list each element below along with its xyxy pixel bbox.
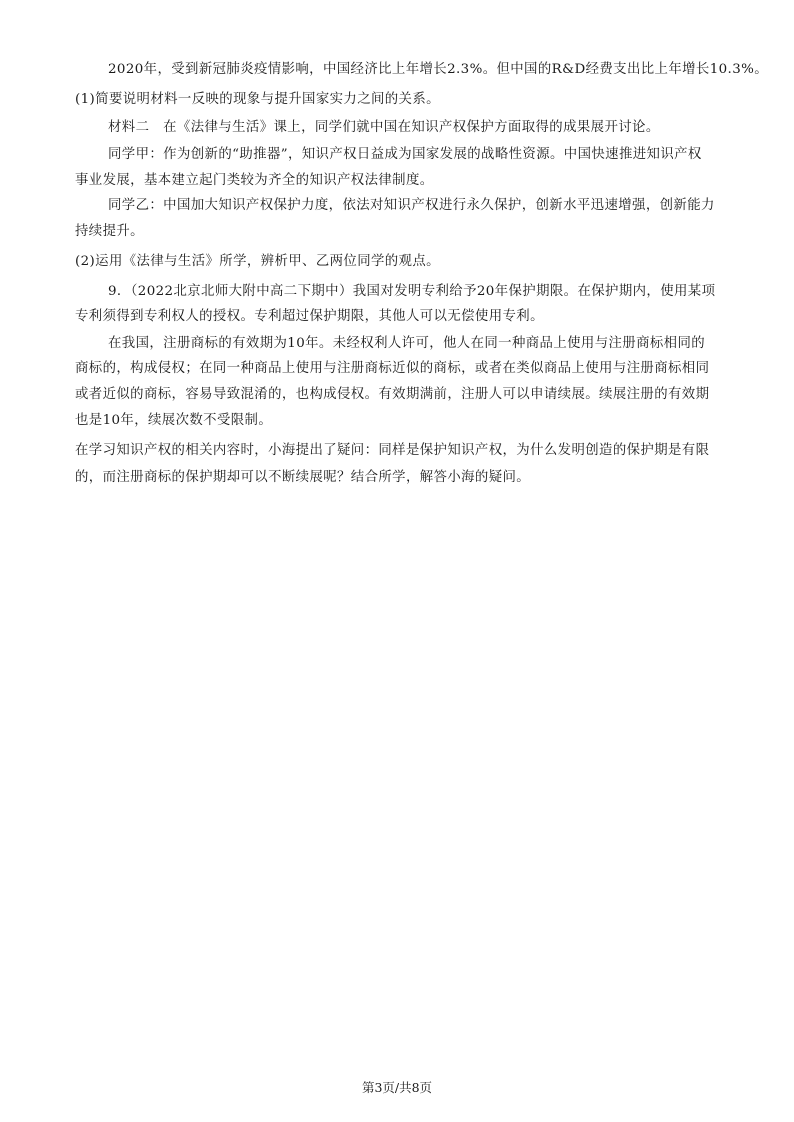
- student-a-text-line-1: 同学甲：作为创新的“助推器”，知识产权日益成为国家发展的战略性资源。中国快速推进知识产权: [108, 147, 702, 162]
- question-9-line-2: 专利须得到专利权人的授权。专利超过保护期限，其他人可以无偿使用专利。: [75, 309, 544, 324]
- trademark-text-line-4: 也是10年，续展次数不受限制。: [75, 413, 273, 428]
- question-9-line-1: 9．（2022北京北师大附中高二下期中）我国对发明专利给予20年保护期限。在保护期内，使用某项: [108, 284, 716, 299]
- page-number: 第3页/共8页: [361, 1080, 433, 1095]
- question-9-ask-line-2: 的，而注册商标的保护期却可以不断续展呢？结合所学，解答小海的疑问。: [75, 470, 531, 485]
- student-a-text-line-2: 事业发展，基本建立起门类较为齐全的知识产权法律制度。: [75, 173, 434, 188]
- question-2-prompt: (2)运用《法律与生活》所学，辨析甲、乙两位同学的观点。: [75, 254, 440, 269]
- trademark-text-line-2: 商标的，构成侵权；在同一种商品上使用与注册商标近似的商标，或者在类似商品上使用与注册商标相同: [75, 361, 710, 376]
- material-two-intro: 材料二 在《法律与生活》课上，同学们就中国在知识产权保护方面取得的成果展开讨论。: [108, 120, 660, 135]
- trademark-text-line-1: 在我国，注册商标的有效期为10年。未经权利人许可，他人在同一种商品上使用与注册商标相同的: [108, 336, 706, 351]
- question-1-prompt: (1)简要说明材料一反映的现象与提升国家实力之间的关系。: [75, 92, 440, 107]
- student-b-text-line-2: 持续提升。: [75, 224, 144, 239]
- material-one-text: 2020年，受到新冠肺炎疫情影响，中国经济比上年增长2.3%。但中国的R&D经费支出比上年增长10.3%。: [108, 62, 769, 77]
- student-b-text-line-1: 同学乙：中国加大知识产权保护力度，依法对知识产权进行永久保护，创新水平迅速增强，创新能力: [108, 198, 715, 213]
- question-9-ask-line-1: 在学习知识产权的相关内容时，小海提出了疑问：同样是保护知识产权，为什么发明创造的保护期是有限: [75, 443, 710, 458]
- trademark-text-line-3: 或者近似的商标，容易导致混淆的，也构成侵权。有效期满前，注册人可以申请续展。续展注册的有效期: [75, 387, 710, 402]
